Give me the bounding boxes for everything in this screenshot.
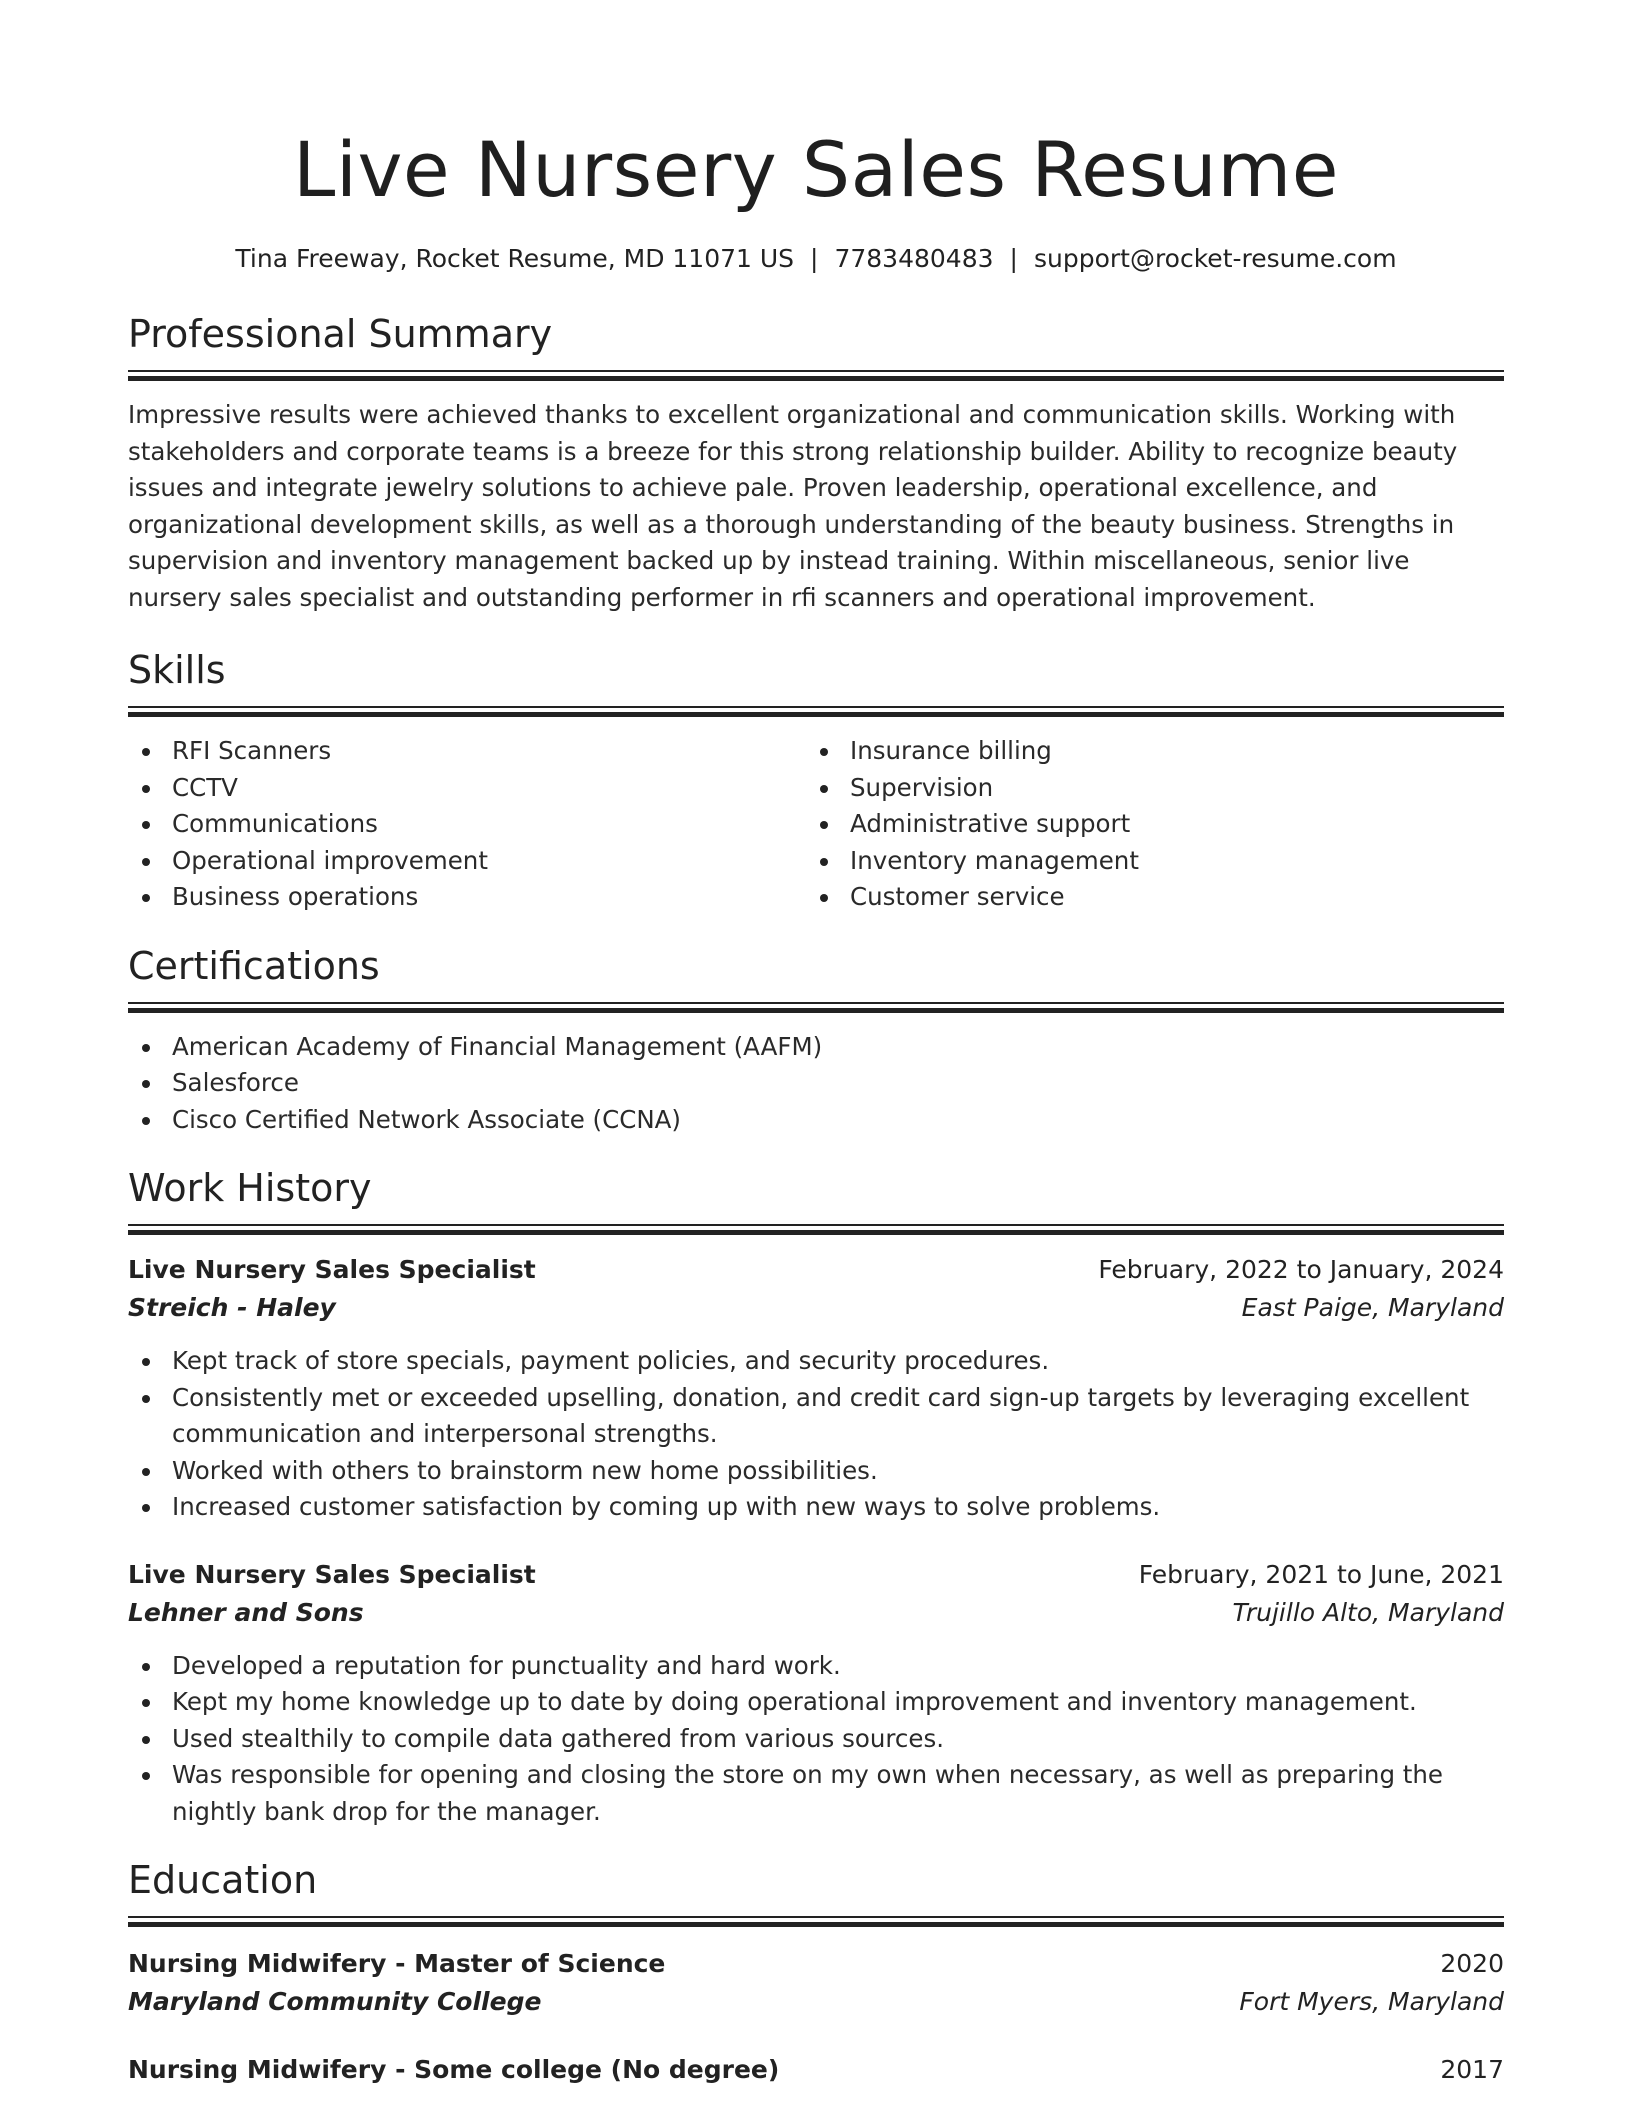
education-location: Fort Myers, Maryland	[1239, 1987, 1504, 2016]
job-company-row	[128, 1594, 1504, 1632]
education-year: 2020	[1440, 1949, 1504, 1978]
job-bullet: Consistently met or exceeded upselling, donation, and credit card sign-up targets by leveraging excellent communication and interpersonal strengths.	[128, 1380, 1504, 1453]
job-bullet: Developed a reputation for punctuality and hard work.	[128, 1648, 1504, 1685]
education-school: Maryland Community College	[128, 1987, 542, 2016]
job-title: Live Nursery Sales Specialist	[128, 1255, 536, 1284]
section-heading-work-history: Work History	[128, 1166, 372, 1210]
job-header-row	[128, 1556, 1504, 1594]
job-dates: February, 2022 to January, 2024	[1098, 1255, 1504, 1284]
skills-list-right	[806, 733, 1484, 916]
section-divider	[128, 706, 1504, 717]
skill-item: Customer service	[806, 879, 1484, 916]
job-bullet: Increased customer satisfaction by coming up with new ways to solve problems.	[128, 1489, 1504, 1526]
education-entry	[128, 1945, 1504, 2021]
skill-item: Insurance billing	[806, 733, 1484, 770]
certifications-section	[128, 942, 1504, 1139]
job-bullet: Kept my home knowledge up to date by doing operational improvement and inventory management.	[128, 1684, 1504, 1721]
section-heading-skills: Skills	[128, 648, 226, 692]
summary-text: Impressive results were achieved thanks to excellent organizational and communication skills. Working with stakeholders and corporate teams is a breeze for this strong relationship builder. Ability to recognize beauty issues and integrate jewelry solutions to achieve pale. Proven leadership, operational excellence, and organizational development skills, as well as a thorough understanding of the beauty business. Strengths in supervision and inventory management backed up by instead training. Within miscellaneous, senior live nursery sales specialist and outstanding performer in rfi scanners and operational improvement.	[128, 400, 1458, 612]
education-entry	[128, 2051, 1504, 2089]
job-title: Live Nursery Sales Specialist	[128, 1559, 536, 1589]
contact-phone: 7783480483	[834, 244, 994, 273]
summary-section	[128, 310, 1504, 616]
job-company-row	[128, 1289, 1504, 1327]
skill-item: Communications	[128, 806, 806, 843]
section-heading-certifications: Certifications	[128, 943, 380, 988]
skills-list-left	[128, 733, 806, 916]
work-history-section	[128, 1164, 1504, 1830]
section-divider	[128, 1916, 1504, 1927]
contact-address: Tina Freeway, Rocket Resume, MD 11071 US	[235, 244, 795, 273]
education-section	[128, 1856, 1504, 2089]
education-year: 2017	[1440, 2055, 1504, 2084]
section-heading-education: Education	[128, 1858, 318, 1902]
skill-item: Business operations	[128, 879, 806, 916]
certification-item: Cisco Certified Network Associate (CCNA)	[128, 1102, 1504, 1139]
certifications-list	[128, 1029, 1504, 1139]
job-bullet: Was responsible for opening and closing the store on my own when necessary, as well as preparing the nightly bank drop for the manager.	[128, 1757, 1504, 1830]
contact-email: support@rocket-resume.com	[1033, 244, 1397, 273]
section-divider	[128, 1224, 1504, 1235]
job-bullets	[128, 1648, 1504, 1831]
job-entry	[128, 1251, 1504, 1526]
resume-title: Live Nursery Sales Resume	[293, 125, 1339, 214]
skill-item: Administrative support	[806, 806, 1484, 843]
job-location: East Paige, Maryland	[1241, 1293, 1504, 1322]
job-bullet: Kept track of store specials, payment policies, and security procedures.	[128, 1343, 1504, 1380]
skill-item: Operational improvement	[128, 843, 806, 880]
education-header-row	[128, 1945, 1504, 1983]
education-degree: Nursing Midwifery - Master of Science	[128, 1949, 666, 1978]
education-header-row	[128, 2051, 1504, 2089]
skills-columns	[128, 733, 1504, 916]
certification-item: Salesforce	[128, 1065, 1504, 1102]
section-heading-summary: Professional Summary	[128, 312, 553, 356]
job-bullet: Used stealthily to compile data gathered from various sources.	[128, 1721, 1504, 1758]
skills-section	[128, 646, 1504, 916]
skill-item: RFI Scanners	[128, 733, 806, 770]
job-bullets	[128, 1343, 1504, 1526]
resume-content	[128, 120, 1504, 2089]
contact-separator: |	[810, 244, 819, 273]
section-divider	[128, 1002, 1504, 1013]
skill-item: CCTV	[128, 770, 806, 807]
skill-item: Inventory management	[806, 843, 1484, 880]
education-degree: Nursing Midwifery - Some college (No degree)	[128, 2055, 780, 2084]
job-dates: February, 2021 to June, 2021	[1138, 1559, 1504, 1589]
job-bullet: Worked with others to brainstorm new home possibilities.	[128, 1453, 1504, 1490]
section-divider	[128, 370, 1504, 381]
job-header-row	[128, 1251, 1504, 1289]
job-entry	[128, 1556, 1504, 1831]
education-school-row	[128, 1983, 1504, 2021]
job-company: Streich - Haley	[128, 1293, 336, 1322]
contact-separator: |	[1009, 244, 1018, 273]
certification-item: American Academy of Financial Management (AAFM)	[128, 1029, 1504, 1066]
job-company: Lehner and Sons	[128, 1597, 364, 1627]
contact-line	[128, 242, 1504, 276]
skill-item: Supervision	[806, 770, 1484, 807]
job-location: Trujillo Alto, Maryland	[1232, 1597, 1504, 1627]
